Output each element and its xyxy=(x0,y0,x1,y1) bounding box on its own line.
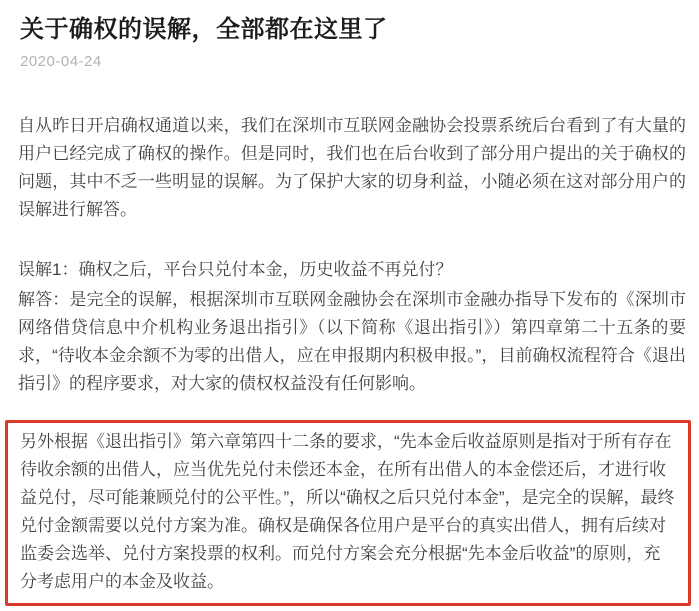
intro-paragraph: 自从昨日开启确权通道以来，我们在深圳市互联网金融协会投票系统后台看到了有大量的用户已经完成了确权的操作。但是同时，我们也在后台收到了部分用户提出的关于确权的问题，其中不乏一些明显的误解。为了保护大家的切身利益，小随必须在这对部分用户的误解进行解答。 xyxy=(18,116,686,219)
highlight-paragraph: 另外根据《退出指引》第六章第四十二条的要求，“先本金后收益原则是指对于所有存在待收余额的出借人，应当优先兑付未偿还本金，在所有出借人的本金偿还后，才进行收益兑付，尽可能兼顾兑付的公平性。”，所以“确权之后只兑付本金”，是完全的误解，最终兑付金额需要以兑付方案为准。确权是确保各位用户是平台的真实出借人，拥有后续对监委会选举、兑付方案投票的权利。而兑付方案会充分根据“先本金后收益”的原则，充分考虑用户的本金及收益。 xyxy=(20,432,675,591)
answer-paragraph: 解答：是完全的误解，根据深圳市互联网金融协会在深圳市金融办指导下发布的《深圳市网络借贷信息中介机构业务退出指引》（以下简称《退出指引》）第四章第二十五条的要求，“待收本金余额不为零的出借人，应在申报期内积极申报。”，目前确权流程符合《退出指引》的程序要求，对大家的债权权益没有任何影响。 xyxy=(18,290,686,393)
publish-date: 2020-04-24 xyxy=(20,53,102,70)
highlight-box xyxy=(5,420,691,606)
misconception-heading: 误解1：确权之后，平台只兑付本金，历史收益不再兑付？ xyxy=(18,260,453,279)
page-title: 关于确权的误解，全部都在这里了 xyxy=(20,16,388,43)
